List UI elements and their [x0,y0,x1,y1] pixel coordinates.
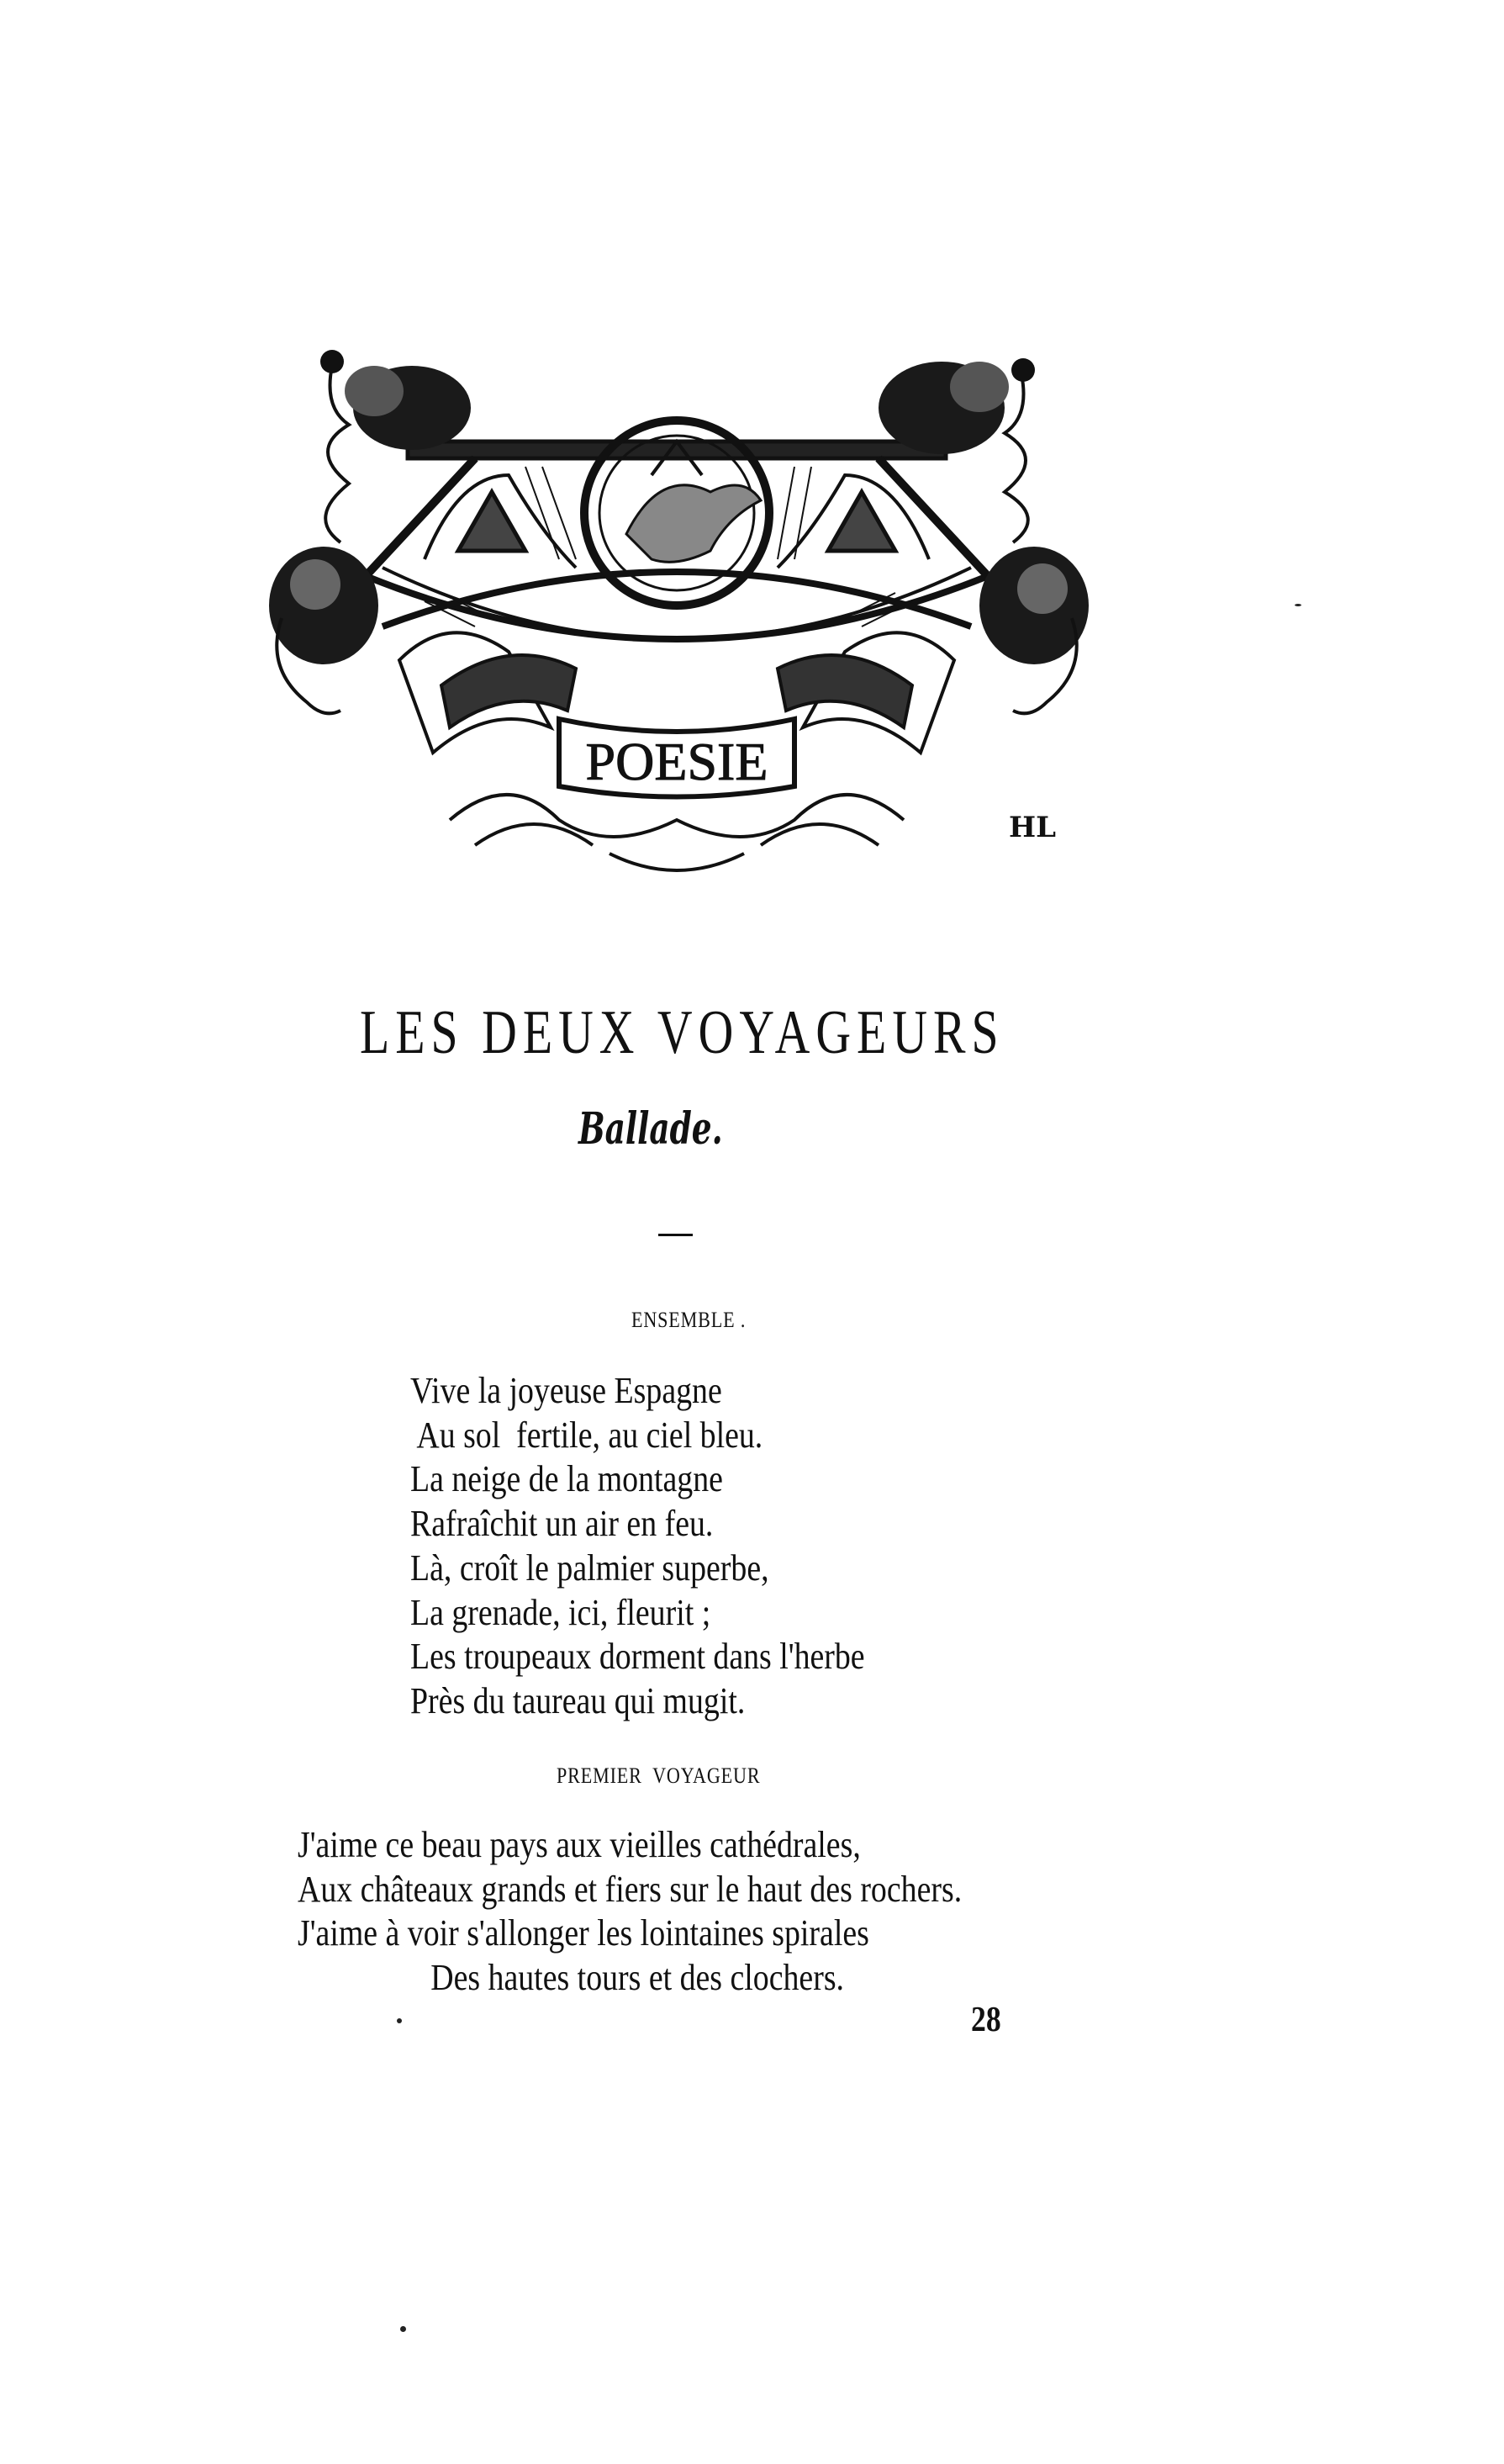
engraver-monogram: HL [1009,811,1057,844]
speaker-label: PREMIER VOYAGEUR [557,1763,761,1788]
verse-line: J'aime ce beau pays aux vieilles cathédrales, [298,1824,861,1865]
verse-line: Rafraîchit un air en feu. [410,1503,714,1545]
verse-line: Près du taureau qui mugit. [410,1679,746,1721]
poem-subtitle: Ballade. [578,1103,723,1155]
verse-line: Au sol fertile, au ciel bleu. [410,1414,763,1456]
verse-line: Des hautes tours et des clochers. [430,1957,845,1999]
verse-line: La grenade, ici, fleurit ; [410,1591,711,1633]
verse-line: J'aime à voir s'allonger les lointaines spirales [298,1912,869,1954]
stanza [298,1823,962,2001]
stanza [410,1369,865,1724]
verse-line: Aux châteaux grands et fiers sur le haut des rochers. [298,1868,963,1910]
verse-line: La neige de la montagne [410,1458,723,1500]
verse-line: Là, croît le palmier superbe, [410,1547,769,1589]
verse-line: Vive la joyeuse Espagne [410,1370,722,1411]
ribbon-label: POESIE [585,732,768,791]
page-number: 28 [971,2001,1001,2039]
speaker-label: ENSEMBLE . [631,1308,747,1332]
section-rule [658,1234,693,1236]
print-speck [400,2326,406,2332]
print-speck [1295,604,1301,606]
poesie-vignette-engraving [256,349,1097,912]
verse-line: Les troupeaux dorment dans l'herbe [410,1636,865,1678]
poem-title: LES DEUX VOYAGEURS [360,998,1005,1067]
print-speck [397,2018,402,2023]
